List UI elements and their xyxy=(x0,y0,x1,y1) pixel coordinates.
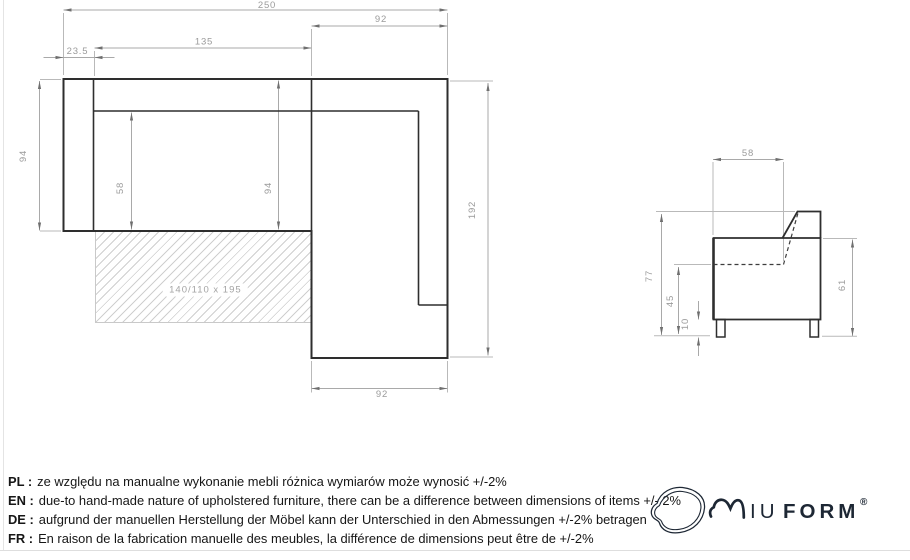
miuform-logo xyxy=(645,480,890,542)
note-pl-label: PL : xyxy=(8,474,33,489)
dim-label-135: 135 xyxy=(194,36,214,48)
dim-leg-height xyxy=(680,301,700,356)
m-wave-icon xyxy=(710,500,744,518)
dim-label-10: 10 xyxy=(680,317,691,331)
dim-label-94-inner: 94 xyxy=(263,181,274,195)
dim-side-seat-depth xyxy=(713,148,784,161)
note-en-text: due-to hand-made nature of upholstered furniture, there can be a difference between dimensions of items +/- 2% xyxy=(38,492,681,508)
dim-depth-inner xyxy=(263,81,280,230)
dim-label-58-side: 58 xyxy=(741,148,755,159)
side-view-drawing xyxy=(644,148,857,356)
dim-label-192: 192 xyxy=(467,200,478,220)
dim-overall-width xyxy=(64,0,448,12)
dim-label-92-bottom: 92 xyxy=(375,389,389,400)
note-fr-label: FR : xyxy=(8,530,34,546)
dim-label-58-top: 58 xyxy=(115,181,126,195)
sleeping-area-label: 140/110 x 195 xyxy=(163,283,248,296)
top-view-drawing xyxy=(18,0,493,400)
dim-label-77: 77 xyxy=(644,269,655,283)
sofa-side-outline xyxy=(714,212,821,338)
note-pl-text: ze względu na manualne wykonanie mebli różnica wymiarów może wynosić +/-2% xyxy=(37,474,507,489)
extension-lines xyxy=(40,13,493,393)
dim-label-94-left: 94 xyxy=(18,149,29,163)
dim-label-250: 250 xyxy=(257,0,277,11)
dim-label-61: 61 xyxy=(837,278,848,292)
dim-chaise-width-bottom xyxy=(312,387,448,400)
dim-label-23-5: 23.5 xyxy=(66,46,89,57)
note-en-label: EN : xyxy=(8,492,34,508)
dim-arm-height xyxy=(837,240,854,337)
registered-trademark-mark: ® xyxy=(860,497,868,508)
dim-seat-height xyxy=(665,267,680,334)
note-fr-text: En raison de la fabrication manuelle des meubles, la différence de dimensions peut être de +/-2% xyxy=(38,530,594,546)
note-de-text: aufgrund der manuellen Herstellung der Möbel kann der Unterschied in den Abmessungen +/-2% betragen xyxy=(38,511,647,527)
dim-seat-width xyxy=(95,37,312,50)
dim-total-height xyxy=(644,214,663,335)
bean-logo-icon xyxy=(651,487,704,532)
brand-wordmark-light: IU xyxy=(750,500,779,523)
dim-depth-left xyxy=(18,81,41,231)
dim-chaise-length xyxy=(467,83,490,356)
extension-lines-side xyxy=(654,162,857,336)
dim-seat-depth-top xyxy=(115,113,133,230)
dim-label-92-top: 92 xyxy=(374,14,388,25)
dim-label-45: 45 xyxy=(665,294,676,308)
brand-wordmark-bold: FORM xyxy=(783,500,860,523)
sofa-top-outline xyxy=(64,79,448,358)
dim-chaise-width-top xyxy=(312,14,448,28)
note-de-label: DE : xyxy=(8,511,34,527)
